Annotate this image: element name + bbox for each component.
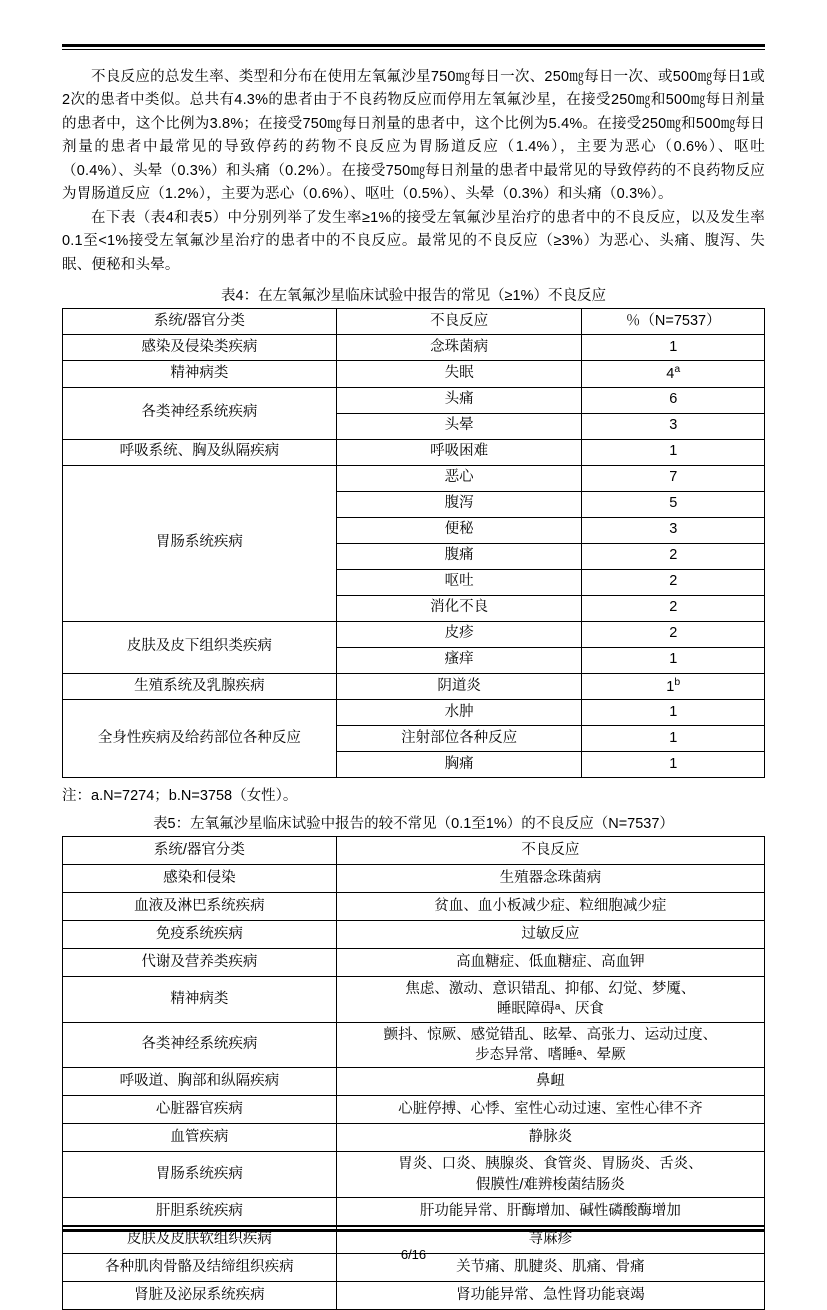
table4-pct: 1 — [582, 439, 765, 465]
table4-pct: 2 — [582, 543, 765, 569]
table-row — [63, 465, 765, 491]
table5-header-system: 系统/器官分类 — [63, 837, 337, 865]
table-row — [63, 1022, 765, 1068]
table4-pct-value: 1 — [666, 678, 675, 695]
table5-header-reaction: 不良反应 — [336, 837, 764, 865]
table4-reaction: 阴道炎 — [336, 673, 582, 699]
table4-reaction: 瘙痒 — [336, 647, 582, 673]
table4-reaction: 呼吸困难 — [336, 439, 582, 465]
table5-reaction — [336, 1022, 764, 1068]
table4-header-row — [63, 309, 765, 335]
document-page — [0, 44, 827, 1303]
table4-reaction: 头晕 — [336, 413, 582, 439]
table5-system: 皮肤及皮肤软组织疾病 — [63, 1225, 337, 1253]
table4-reaction: 消化不良 — [336, 595, 582, 621]
table4-pct: 7 — [582, 465, 765, 491]
page-number: 6/16 — [400, 1247, 427, 1262]
table4-pct — [582, 673, 765, 699]
table4-system: 胃肠系统疾病 — [63, 465, 337, 621]
table-row — [63, 1152, 765, 1198]
table4-reaction: 皮疹 — [336, 621, 582, 647]
table4-pct: 1 — [582, 700, 765, 726]
table-row — [63, 865, 765, 893]
table5-reaction-line: 焦虑、激动、意识错乱、抑郁、幻觉、梦魇、 — [405, 981, 696, 998]
table4-pct — [582, 361, 765, 387]
table4-pct-footnote-marker: a — [674, 364, 681, 376]
table5-reaction: 静脉炎 — [336, 1124, 764, 1152]
table-row — [63, 700, 765, 726]
header-rule — [62, 44, 765, 50]
table-row — [63, 893, 765, 921]
table4-reaction: 念珠菌病 — [336, 335, 582, 361]
table5-reaction: 高血糖症、低血糖症、高血钾 — [336, 949, 764, 977]
table5-system: 精神病类 — [63, 977, 337, 1023]
table4-reaction: 恶心 — [336, 465, 582, 491]
table-row — [63, 1096, 765, 1124]
table4-system: 全身性疾病及给药部位各种反应 — [63, 700, 337, 778]
table4-header-pct: ％（N=7537） — [582, 309, 765, 335]
table4-reaction: 胸痛 — [336, 752, 582, 778]
table4-pct: 2 — [582, 569, 765, 595]
table4-reaction: 头痛 — [336, 387, 582, 413]
table5-reaction: 贫血、血小板减少症、粒细胞减少症 — [336, 893, 764, 921]
table-row — [63, 439, 765, 465]
table4-reaction: 腹痛 — [336, 543, 582, 569]
table-row — [63, 949, 765, 977]
table5-system: 各种肌肉骨骼及结缔组织疾病 — [63, 1253, 337, 1281]
table5-reaction-line: 步态异常、嗜睡ᵃ、晕厥 — [475, 1047, 626, 1064]
table4-pct: 1 — [582, 726, 765, 752]
table5-system: 各类神经系统疾病 — [63, 1022, 337, 1068]
table5-reaction-line: 假膜性/难辨梭菌结肠炎 — [475, 1176, 625, 1193]
table5-reaction-line: 胃炎、口炎、胰腺炎、食管炎、胃肠炎、舌炎、 — [398, 1156, 703, 1173]
table4-system: 各类神经系统疾病 — [63, 387, 337, 439]
table4-pct: 5 — [582, 491, 765, 517]
table-row — [63, 361, 765, 387]
table5-reaction — [336, 1152, 764, 1198]
table4-pct: 1 — [582, 647, 765, 673]
table4-reaction: 水肿 — [336, 700, 582, 726]
table5-reaction-line: 睡眠障碍ᵃ、厌食 — [496, 1001, 604, 1018]
body-text — [62, 66, 765, 277]
table4-system: 皮肤及皮下组织类疾病 — [63, 621, 337, 673]
table-row — [63, 977, 765, 1023]
table5-system: 感染和侵染 — [63, 865, 337, 893]
table5-system: 心脏器官疾病 — [63, 1096, 337, 1124]
table5-header-row — [63, 837, 765, 865]
table4-system: 呼吸系统、胸及纵隔疾病 — [63, 439, 337, 465]
paragraph-1: 不良反应的总发生率、类型和分布在使用左氧氟沙星750㎎每日一次、250㎎每日一次、或500㎎每日1或2次的患者中类似。总共有4.3%的患者由于不良药物反应而停用左氧氟沙星，在接受250㎎和500㎎每日剂量的患者中，这个比例为3.8%；在接受750㎎每日剂量的患者中，这个比例为5.4%。在接受250㎎和500㎎每日剂量的患者中最常见的导致停药的药物不良反应为胃肠道反应（1.4%），主要为恶心（0.6%）、呕吐（0.4%）、头晕（0.3%）和头痛（0.2%）。在接受750㎎每日剂量的患者中最常见的导致停药的不良药物反应为胃肠道反应（1.2%），主要为恶心（0.6%）、呕吐（0.5%）、头晕（0.3%）和头痛（0.3%）。 — [62, 69, 765, 203]
table-row — [63, 387, 765, 413]
table4-pct: 3 — [582, 517, 765, 543]
table4-pct: 1 — [582, 335, 765, 361]
table5-reaction: 心脏停搏、心悸、室性心动过速、室性心律不齐 — [336, 1096, 764, 1124]
table4-pct: 1 — [582, 752, 765, 778]
table-row — [63, 1068, 765, 1096]
table4-system: 生殖系统及乳腺疾病 — [63, 673, 337, 699]
table4-reaction: 便秘 — [336, 517, 582, 543]
table5-reaction: 关节痛、肌腱炎、肌痛、骨痛 — [336, 1253, 764, 1281]
table4-reaction: 失眠 — [336, 361, 582, 387]
table5-reaction: 荨麻疹 — [336, 1225, 764, 1253]
table4-pct: 2 — [582, 621, 765, 647]
table4-pct: 2 — [582, 595, 765, 621]
table5-system: 肝胆系统疾病 — [63, 1197, 337, 1225]
table5-system: 胃肠系统疾病 — [63, 1152, 337, 1198]
table5-caption: 表5：左氧氟沙星临床试验中报告的较不常见（0.1至1%）的不良反应（N=7537） — [153, 816, 674, 833]
table4-header-reaction: 不良反应 — [336, 309, 582, 335]
table-row — [63, 1281, 765, 1309]
table4-caption: 表4：在左氧氟沙星临床试验中报告的常见（≥1%）不良反应 — [221, 288, 606, 305]
table4-pct-value: 4 — [666, 366, 675, 383]
table5-reaction: 鼻衄 — [336, 1068, 764, 1096]
table4-reaction: 呕吐 — [336, 569, 582, 595]
table5-system: 肾脏及泌尿系统疾病 — [63, 1281, 337, 1309]
table-row — [63, 921, 765, 949]
table4-reaction: 腹泻 — [336, 491, 582, 517]
table4-reaction: 注射部位各种反应 — [336, 726, 582, 752]
table5-system: 免疫系统疾病 — [63, 921, 337, 949]
table5-system: 代谢及营养类疾病 — [63, 949, 337, 977]
table-row — [63, 673, 765, 699]
table5-reaction — [336, 977, 764, 1023]
table4-system: 感染及侵染类疾病 — [63, 335, 337, 361]
table5-reaction-line: 颤抖、惊厥、感觉错乱、眩晕、高张力、运动过度、 — [383, 1026, 718, 1043]
table5-reaction: 肾功能异常、急性肾功能衰竭 — [336, 1281, 764, 1309]
table-row — [63, 1197, 765, 1225]
table5-reaction: 肝功能异常、肝酶增加、碱性磷酸酶增加 — [336, 1197, 764, 1225]
table5-system: 呼吸道、胸部和纵隔疾病 — [63, 1068, 337, 1096]
table4-header-system: 系统/器官分类 — [63, 309, 337, 335]
footer-rule — [62, 1226, 765, 1232]
table4 — [62, 308, 765, 778]
paragraph-2: 在下表（表4和表5）中分别列举了发生率≥1%的接受左氧氟沙星治疗的患者中的不良反应，以及发生率0.1至<1%接受左氧氟沙星治疗的患者中的不良反应。最常见的不良反应（≥3%）为恶心、头痛、腹泻、失眠、便秘和头晕。 — [62, 209, 765, 273]
table5-system: 血液及淋巴系统疾病 — [63, 893, 337, 921]
table4-system: 精神病类 — [63, 361, 337, 387]
table4-pct-footnote-marker: b — [674, 676, 681, 688]
table-row — [63, 335, 765, 361]
table-row — [63, 621, 765, 647]
table-row — [63, 1124, 765, 1152]
table5-reaction: 生殖器念珠菌病 — [336, 865, 764, 893]
table5 — [62, 836, 765, 1310]
table4-pct: 3 — [582, 413, 765, 439]
table4-pct: 6 — [582, 387, 765, 413]
table4-footnote: 注：a.N=7274；b.N=3758（女性）。 — [62, 788, 298, 805]
table5-reaction: 过敏反应 — [336, 921, 764, 949]
table5-system: 血管疾病 — [63, 1124, 337, 1152]
